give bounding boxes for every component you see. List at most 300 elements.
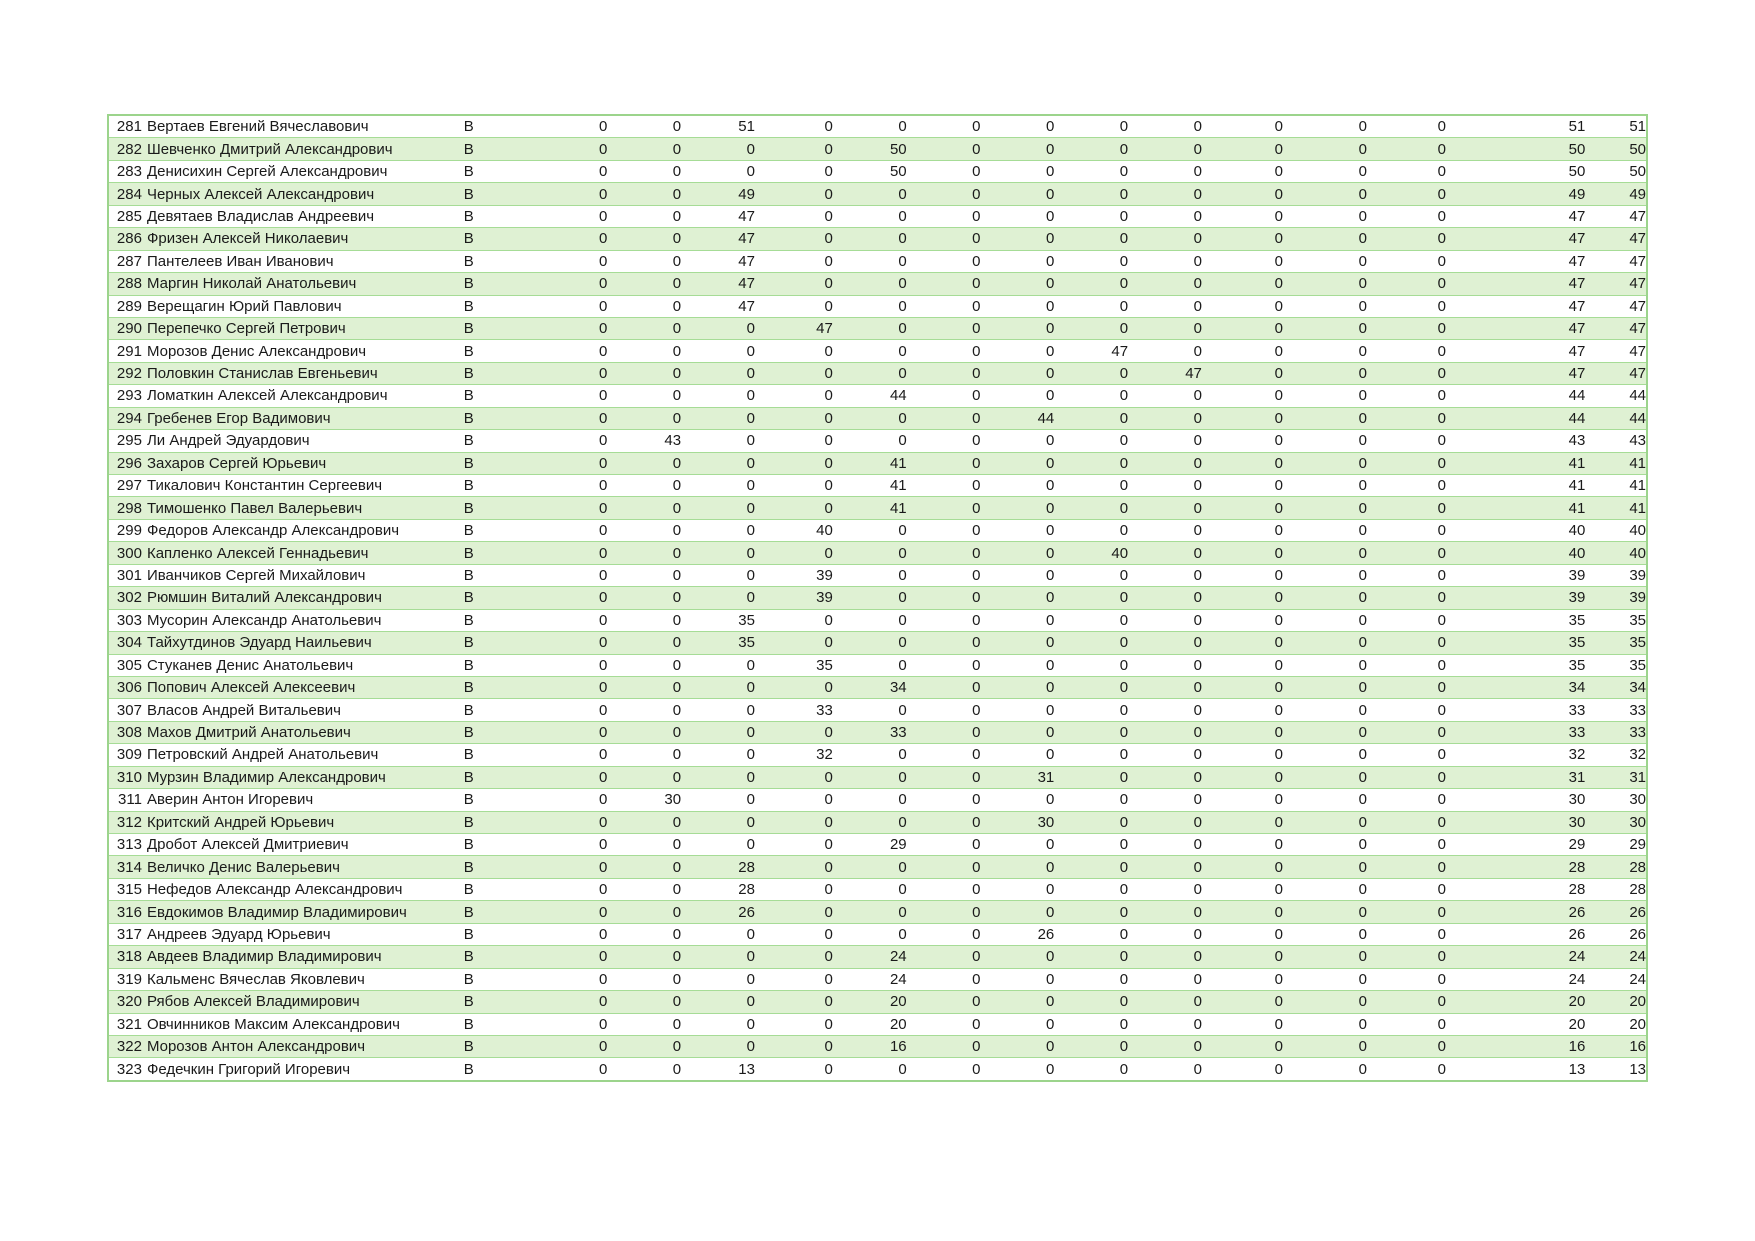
stage-score-cell: 0 — [523, 385, 607, 407]
sum-cell: 26 — [1446, 901, 1585, 923]
participant-name-cell: Овчинников Максим Александрович — [147, 1013, 462, 1035]
stage-score-cell: 0 — [607, 766, 681, 788]
row-number-cell: 310 — [108, 766, 147, 788]
stage-score-cell: 47 — [681, 250, 755, 272]
participant-name-cell: Попович Алексей Алексеевич — [147, 676, 462, 698]
stage-score-cell: 0 — [1128, 923, 1202, 945]
sum-cell: 47 — [1446, 340, 1585, 362]
total-cell: 47 — [1585, 362, 1647, 384]
stage-score-cell: 0 — [755, 1058, 833, 1081]
participant-name-cell: Дробот Алексей Дмитриевич — [147, 834, 462, 856]
stage-score-cell: 0 — [523, 564, 607, 586]
total-cell: 26 — [1585, 923, 1647, 945]
stage-score-cell: 0 — [907, 676, 981, 698]
stage-score-cell: 0 — [1128, 946, 1202, 968]
stage-score-cell: 0 — [980, 564, 1054, 586]
stage-score-cell: 0 — [607, 160, 681, 182]
stage-score-cell: 0 — [523, 317, 607, 339]
total-cell: 47 — [1585, 250, 1647, 272]
stage-score-cell: 0 — [1128, 654, 1202, 676]
stage-score-cell: 0 — [1283, 789, 1367, 811]
stage-score-cell: 39 — [755, 587, 833, 609]
stage-score-cell: 0 — [607, 317, 681, 339]
stage-score-cell: 0 — [833, 317, 907, 339]
stage-score-cell: 0 — [607, 991, 681, 1013]
stage-score-cell: 0 — [755, 228, 833, 250]
stage-score-cell: 0 — [1283, 609, 1367, 631]
stage-score-cell: 0 — [1202, 160, 1283, 182]
stage-score-cell: 0 — [1054, 1035, 1128, 1057]
stage-score-cell: 0 — [607, 295, 681, 317]
total-cell: 41 — [1585, 475, 1647, 497]
stage-score-cell: 0 — [1283, 991, 1367, 1013]
stage-score-cell: 0 — [1054, 452, 1128, 474]
stage-score-cell: 0 — [833, 587, 907, 609]
stage-score-cell: 0 — [1367, 340, 1446, 362]
stage-score-cell: 0 — [1128, 676, 1202, 698]
stage-score-cell: 0 — [1054, 407, 1128, 429]
total-cell: 39 — [1585, 587, 1647, 609]
stage-score-cell: 0 — [907, 273, 981, 295]
stage-score-cell: 35 — [755, 654, 833, 676]
stage-score-cell: 0 — [1128, 385, 1202, 407]
stage-score-cell: 0 — [523, 699, 607, 721]
category-cell: B — [462, 632, 524, 654]
stage-score-cell: 0 — [907, 1013, 981, 1035]
stage-score-cell: 0 — [907, 317, 981, 339]
stage-score-cell: 0 — [607, 721, 681, 743]
stage-score-cell: 0 — [1283, 160, 1367, 182]
stage-score-cell: 0 — [907, 766, 981, 788]
stage-score-cell: 0 — [523, 362, 607, 384]
stage-score-cell: 0 — [1367, 834, 1446, 856]
stage-score-cell: 0 — [980, 991, 1054, 1013]
stage-score-cell: 0 — [1367, 1058, 1446, 1081]
stage-score-cell: 0 — [833, 1058, 907, 1081]
stage-score-cell: 41 — [833, 475, 907, 497]
stage-score-cell: 0 — [1202, 632, 1283, 654]
stage-score-cell: 0 — [907, 205, 981, 227]
stage-score-cell: 0 — [681, 564, 755, 586]
stage-score-cell: 0 — [1128, 811, 1202, 833]
table-row — [108, 811, 1647, 833]
stage-score-cell: 0 — [980, 138, 1054, 160]
stage-score-cell: 0 — [1283, 699, 1367, 721]
stage-score-cell: 0 — [681, 430, 755, 452]
stage-score-cell: 0 — [1367, 475, 1446, 497]
total-cell: 47 — [1585, 317, 1647, 339]
category-cell: B — [462, 407, 524, 429]
stage-score-cell: 0 — [980, 205, 1054, 227]
table-row — [108, 542, 1647, 564]
stage-score-cell: 0 — [523, 946, 607, 968]
stage-score-cell: 0 — [1128, 475, 1202, 497]
stage-score-cell: 0 — [1202, 475, 1283, 497]
total-cell: 40 — [1585, 542, 1647, 564]
results-table — [107, 114, 1648, 1082]
stage-score-cell: 0 — [1367, 183, 1446, 205]
stage-score-cell: 0 — [755, 968, 833, 990]
stage-score-cell: 0 — [980, 497, 1054, 519]
participant-name-cell: Величко Денис Валерьевич — [147, 856, 462, 878]
category-cell: B — [462, 340, 524, 362]
participant-name-cell: Морозов Денис Александрович — [147, 340, 462, 362]
stage-score-cell: 0 — [607, 587, 681, 609]
table-row — [108, 497, 1647, 519]
stage-score-cell: 0 — [523, 1013, 607, 1035]
stage-score-cell: 0 — [755, 295, 833, 317]
stage-score-cell: 0 — [1054, 1013, 1128, 1035]
stage-score-cell: 28 — [681, 878, 755, 900]
stage-score-cell: 0 — [907, 1058, 981, 1081]
stage-score-cell: 0 — [907, 564, 981, 586]
stage-score-cell: 0 — [907, 991, 981, 1013]
stage-score-cell: 41 — [833, 452, 907, 474]
table-row — [108, 901, 1647, 923]
participant-name-cell: Петровский Андрей Анатольевич — [147, 744, 462, 766]
sum-cell: 47 — [1446, 205, 1585, 227]
total-cell: 35 — [1585, 654, 1647, 676]
stage-score-cell: 0 — [1054, 430, 1128, 452]
stage-score-cell: 47 — [681, 273, 755, 295]
participant-name-cell: Мурзин Владимир Александрович — [147, 766, 462, 788]
total-cell: 30 — [1585, 811, 1647, 833]
table-row — [108, 160, 1647, 182]
participant-name-cell: Черных Алексей Александрович — [147, 183, 462, 205]
category-cell: B — [462, 475, 524, 497]
stage-score-cell: 0 — [523, 138, 607, 160]
sum-cell: 47 — [1446, 228, 1585, 250]
stage-score-cell: 0 — [980, 160, 1054, 182]
category-cell: B — [462, 362, 524, 384]
stage-score-cell: 0 — [523, 609, 607, 631]
stage-score-cell: 33 — [833, 721, 907, 743]
participant-name-cell: Гребенев Егор Вадимович — [147, 407, 462, 429]
stage-score-cell: 0 — [523, 991, 607, 1013]
stage-score-cell: 0 — [523, 923, 607, 945]
stage-score-cell: 0 — [607, 878, 681, 900]
row-number-cell: 323 — [108, 1058, 147, 1081]
stage-score-cell: 0 — [1367, 901, 1446, 923]
total-cell: 30 — [1585, 789, 1647, 811]
stage-score-cell: 0 — [980, 452, 1054, 474]
row-number-cell: 291 — [108, 340, 147, 362]
participant-name-cell: Махов Дмитрий Анатольевич — [147, 721, 462, 743]
stage-score-cell: 0 — [1202, 542, 1283, 564]
participant-name-cell: Денисихин Сергей Александрович — [147, 160, 462, 182]
participant-name-cell: Нефедов Александр Александрович — [147, 878, 462, 900]
stage-score-cell: 0 — [1283, 923, 1367, 945]
category-cell: B — [462, 160, 524, 182]
stage-score-cell: 0 — [1128, 519, 1202, 541]
stage-score-cell: 0 — [907, 632, 981, 654]
stage-score-cell: 0 — [833, 878, 907, 900]
stage-score-cell: 0 — [1128, 1013, 1202, 1035]
stage-score-cell: 0 — [1054, 115, 1128, 138]
stage-score-cell: 0 — [1054, 183, 1128, 205]
stage-score-cell: 0 — [755, 789, 833, 811]
stage-score-cell: 0 — [980, 587, 1054, 609]
stage-score-cell: 0 — [1054, 834, 1128, 856]
stage-score-cell: 26 — [681, 901, 755, 923]
row-number-cell: 318 — [108, 946, 147, 968]
stage-score-cell: 0 — [1283, 654, 1367, 676]
stage-score-cell: 0 — [523, 183, 607, 205]
stage-score-cell: 0 — [1283, 676, 1367, 698]
table-row — [108, 317, 1647, 339]
stage-score-cell: 0 — [755, 991, 833, 1013]
stage-score-cell: 0 — [755, 834, 833, 856]
stage-score-cell: 0 — [1283, 721, 1367, 743]
stage-score-cell: 0 — [833, 789, 907, 811]
row-number-cell: 301 — [108, 564, 147, 586]
table-body — [108, 115, 1647, 1081]
participant-name-cell: Андреев Эдуард Юрьевич — [147, 923, 462, 945]
total-cell: 29 — [1585, 834, 1647, 856]
stage-score-cell: 0 — [681, 654, 755, 676]
stage-score-cell: 0 — [681, 587, 755, 609]
stage-score-cell: 0 — [1128, 1058, 1202, 1081]
stage-score-cell: 0 — [523, 273, 607, 295]
stage-score-cell: 0 — [607, 834, 681, 856]
table-row — [108, 632, 1647, 654]
stage-score-cell: 0 — [681, 1035, 755, 1057]
category-cell: B — [462, 542, 524, 564]
row-number-cell: 295 — [108, 430, 147, 452]
participant-name-cell: Критский Андрей Юрьевич — [147, 811, 462, 833]
stage-score-cell: 0 — [980, 295, 1054, 317]
stage-score-cell: 0 — [523, 834, 607, 856]
stage-score-cell: 20 — [833, 1013, 907, 1035]
stage-score-cell: 0 — [1283, 340, 1367, 362]
category-cell: B — [462, 834, 524, 856]
stage-score-cell: 0 — [755, 609, 833, 631]
stage-score-cell: 34 — [833, 676, 907, 698]
stage-score-cell: 0 — [1367, 721, 1446, 743]
stage-score-cell: 0 — [1367, 766, 1446, 788]
category-cell: B — [462, 968, 524, 990]
participant-name-cell: Авдеев Владимир Владимирович — [147, 946, 462, 968]
stage-score-cell: 0 — [1128, 340, 1202, 362]
category-cell: B — [462, 250, 524, 272]
stage-score-cell: 0 — [907, 721, 981, 743]
stage-score-cell: 0 — [755, 901, 833, 923]
stage-score-cell: 0 — [1283, 205, 1367, 227]
category-cell: B — [462, 923, 524, 945]
stage-score-cell: 0 — [755, 452, 833, 474]
stage-score-cell: 0 — [1202, 834, 1283, 856]
stage-score-cell: 43 — [607, 430, 681, 452]
participant-name-cell: Аверин Антон Игоревич — [147, 789, 462, 811]
stage-score-cell: 0 — [907, 385, 981, 407]
stage-score-cell: 0 — [755, 340, 833, 362]
row-number-cell: 313 — [108, 834, 147, 856]
stage-score-cell: 0 — [833, 362, 907, 384]
stage-score-cell: 0 — [681, 923, 755, 945]
stage-score-cell: 0 — [1054, 273, 1128, 295]
table-row — [108, 228, 1647, 250]
table-row — [108, 676, 1647, 698]
table-row — [108, 946, 1647, 968]
stage-score-cell: 0 — [833, 205, 907, 227]
stage-score-cell: 0 — [1202, 407, 1283, 429]
stage-score-cell: 0 — [1202, 587, 1283, 609]
stage-score-cell: 0 — [681, 991, 755, 1013]
sum-cell: 33 — [1446, 699, 1585, 721]
participant-name-cell: Перепечко Сергей Петрович — [147, 317, 462, 339]
stage-score-cell: 0 — [1367, 138, 1446, 160]
stage-score-cell: 0 — [1128, 968, 1202, 990]
stage-score-cell: 0 — [681, 407, 755, 429]
stage-score-cell: 0 — [755, 250, 833, 272]
stage-score-cell: 0 — [980, 430, 1054, 452]
stage-score-cell: 0 — [1283, 632, 1367, 654]
stage-score-cell: 0 — [1128, 430, 1202, 452]
sum-cell: 44 — [1446, 407, 1585, 429]
stage-score-cell: 35 — [681, 609, 755, 631]
category-cell: B — [462, 564, 524, 586]
stage-score-cell: 28 — [681, 856, 755, 878]
stage-score-cell: 0 — [1202, 609, 1283, 631]
stage-score-cell: 0 — [523, 452, 607, 474]
stage-score-cell: 0 — [681, 744, 755, 766]
stage-score-cell: 0 — [1367, 542, 1446, 564]
stage-score-cell: 0 — [755, 497, 833, 519]
category-cell: B — [462, 587, 524, 609]
row-number-cell: 304 — [108, 632, 147, 654]
stage-score-cell: 0 — [1054, 901, 1128, 923]
stage-score-cell: 0 — [523, 968, 607, 990]
stage-score-cell: 0 — [1202, 519, 1283, 541]
stage-score-cell: 0 — [1202, 1013, 1283, 1035]
stage-score-cell: 0 — [980, 946, 1054, 968]
stage-score-cell: 0 — [1202, 1058, 1283, 1081]
sum-cell: 41 — [1446, 452, 1585, 474]
stage-score-cell: 0 — [1283, 295, 1367, 317]
stage-score-cell: 0 — [1054, 228, 1128, 250]
stage-score-cell: 0 — [1128, 317, 1202, 339]
sum-cell: 35 — [1446, 609, 1585, 631]
stage-score-cell: 0 — [607, 115, 681, 138]
stage-score-cell: 0 — [833, 744, 907, 766]
stage-score-cell: 0 — [907, 115, 981, 138]
stage-score-cell: 0 — [607, 183, 681, 205]
stage-score-cell: 0 — [1367, 699, 1446, 721]
stage-score-cell: 0 — [1202, 901, 1283, 923]
total-cell: 16 — [1585, 1035, 1647, 1057]
stage-score-cell: 0 — [1283, 542, 1367, 564]
stage-score-cell: 0 — [755, 273, 833, 295]
table-row — [108, 430, 1647, 452]
stage-score-cell: 0 — [1128, 205, 1202, 227]
stage-score-cell: 20 — [833, 991, 907, 1013]
sum-cell: 26 — [1446, 923, 1585, 945]
stage-score-cell: 0 — [681, 699, 755, 721]
stage-score-cell: 0 — [980, 901, 1054, 923]
stage-score-cell: 0 — [1128, 789, 1202, 811]
stage-score-cell: 0 — [1367, 497, 1446, 519]
row-number-cell: 309 — [108, 744, 147, 766]
participant-name-cell: Власов Андрей Витальевич — [147, 699, 462, 721]
stage-score-cell: 0 — [1367, 789, 1446, 811]
stage-score-cell: 0 — [607, 362, 681, 384]
sum-cell: 39 — [1446, 564, 1585, 586]
stage-score-cell: 0 — [1128, 228, 1202, 250]
stage-score-cell: 0 — [607, 385, 681, 407]
stage-score-cell: 0 — [1367, 676, 1446, 698]
stage-score-cell: 0 — [1202, 317, 1283, 339]
total-cell: 40 — [1585, 519, 1647, 541]
stage-score-cell: 0 — [681, 475, 755, 497]
stage-score-cell: 0 — [523, 587, 607, 609]
stage-score-cell: 0 — [1054, 878, 1128, 900]
row-number-cell: 303 — [108, 609, 147, 631]
stage-score-cell: 0 — [1202, 991, 1283, 1013]
total-cell: 51 — [1585, 115, 1647, 138]
category-cell: B — [462, 856, 524, 878]
participant-name-cell: Пантелеев Иван Иванович — [147, 250, 462, 272]
stage-score-cell: 0 — [1202, 340, 1283, 362]
stage-score-cell: 0 — [833, 811, 907, 833]
stage-score-cell: 0 — [1202, 654, 1283, 676]
stage-score-cell: 0 — [1054, 923, 1128, 945]
stage-score-cell: 30 — [607, 789, 681, 811]
stage-score-cell: 0 — [1054, 946, 1128, 968]
sum-cell: 20 — [1446, 1013, 1585, 1035]
sum-cell: 30 — [1446, 811, 1585, 833]
stage-score-cell: 0 — [607, 654, 681, 676]
stage-score-cell: 0 — [523, 676, 607, 698]
stage-score-cell: 0 — [607, 699, 681, 721]
stage-score-cell: 32 — [755, 744, 833, 766]
stage-score-cell: 0 — [1128, 564, 1202, 586]
table-row — [108, 654, 1647, 676]
category-cell: B — [462, 183, 524, 205]
stage-score-cell: 0 — [755, 160, 833, 182]
sum-cell: 16 — [1446, 1035, 1585, 1057]
sum-cell: 50 — [1446, 160, 1585, 182]
stage-score-cell: 0 — [1128, 609, 1202, 631]
stage-score-cell: 0 — [980, 1035, 1054, 1057]
category-cell: B — [462, 946, 524, 968]
stage-score-cell: 0 — [1202, 228, 1283, 250]
stage-score-cell: 0 — [1283, 250, 1367, 272]
category-cell: B — [462, 676, 524, 698]
stage-score-cell: 0 — [980, 609, 1054, 631]
category-cell: B — [462, 295, 524, 317]
stage-score-cell: 0 — [1367, 317, 1446, 339]
stage-score-cell: 0 — [1128, 834, 1202, 856]
stage-score-cell: 0 — [907, 542, 981, 564]
stage-score-cell: 30 — [980, 811, 1054, 833]
table-row — [108, 452, 1647, 474]
participant-name-cell: Шевченко Дмитрий Александрович — [147, 138, 462, 160]
table-row — [108, 138, 1647, 160]
stage-score-cell: 0 — [1367, 519, 1446, 541]
stage-score-cell: 0 — [681, 519, 755, 541]
participant-name-cell: Тикалович Константин Сергеевич — [147, 475, 462, 497]
stage-score-cell: 0 — [1283, 138, 1367, 160]
total-cell: 28 — [1585, 878, 1647, 900]
sum-cell: 28 — [1446, 878, 1585, 900]
stage-score-cell: 47 — [681, 295, 755, 317]
stage-score-cell: 0 — [833, 228, 907, 250]
total-cell: 13 — [1585, 1058, 1647, 1081]
stage-score-cell: 0 — [1283, 564, 1367, 586]
stage-score-cell: 0 — [833, 295, 907, 317]
stage-score-cell: 0 — [833, 519, 907, 541]
table-row — [108, 721, 1647, 743]
